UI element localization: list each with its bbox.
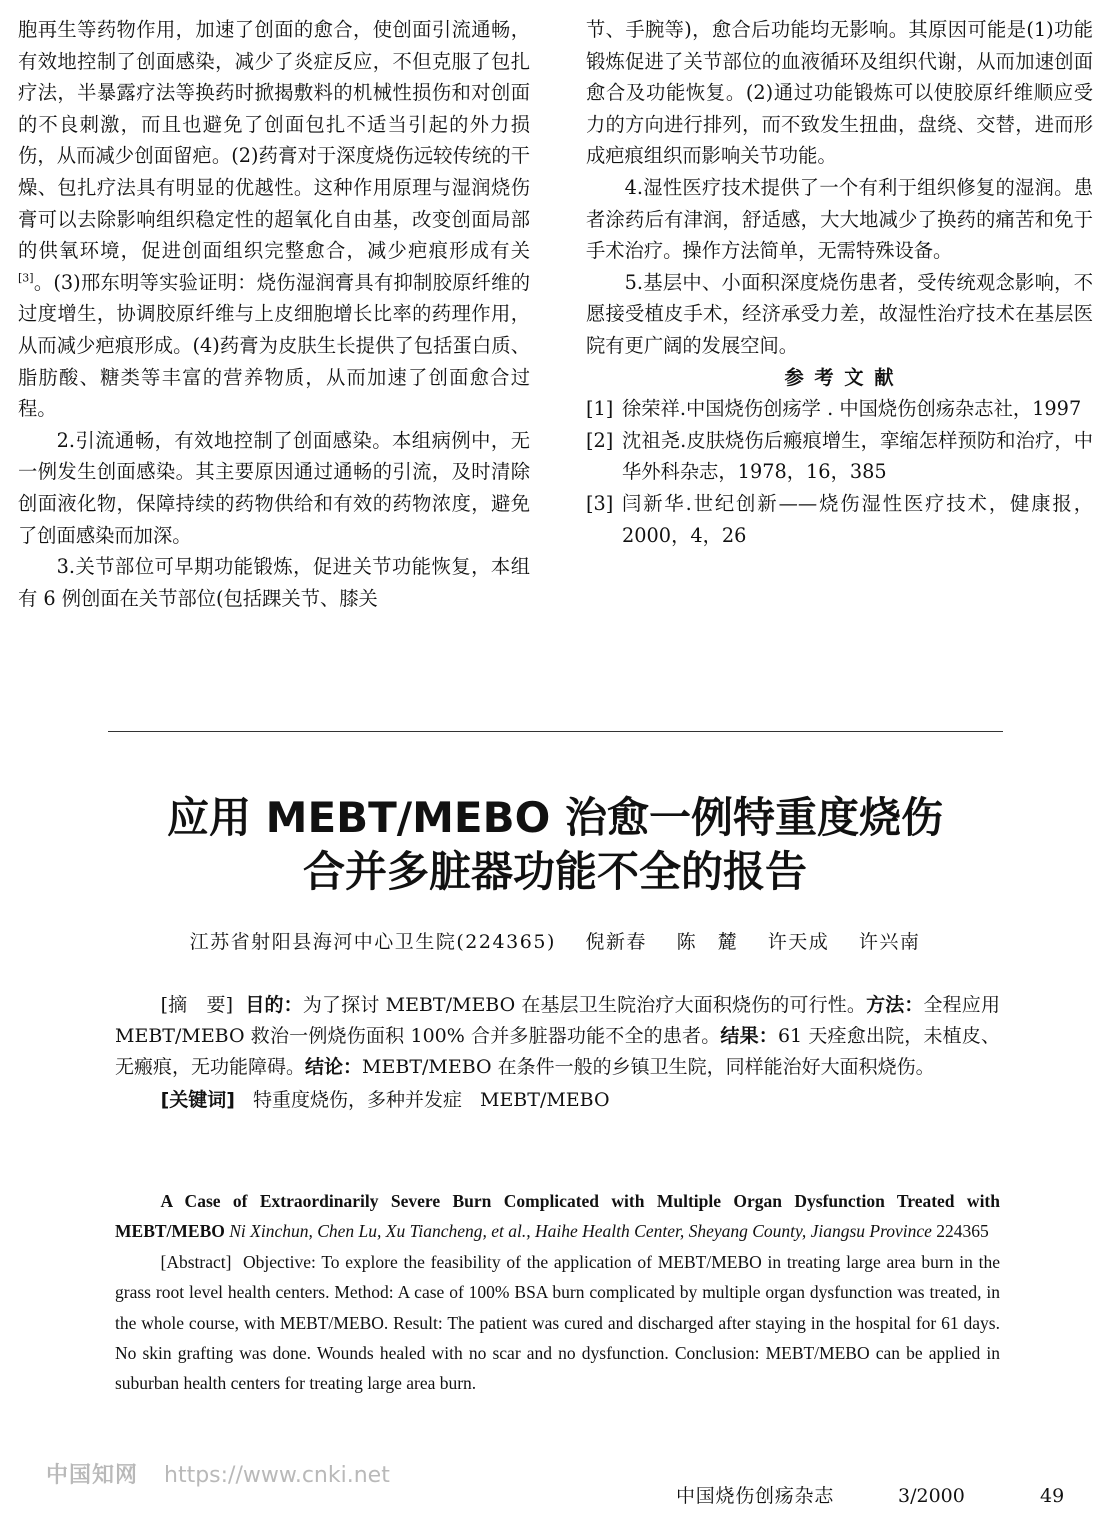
cnki-watermark bbox=[46, 1462, 390, 1490]
right-column bbox=[586, 14, 1093, 551]
author-name: 许天成 bbox=[767, 931, 830, 953]
left-column bbox=[18, 14, 530, 614]
body-paragraph: 3.关节部位可早期功能锻炼，促进关节功能恢复，本组有 6 例创面在关节部位(包括踝关节、膝关 bbox=[18, 555, 530, 610]
keyword: 特重度烧伤，多种并发症 bbox=[252, 1089, 462, 1111]
english-title: A Case of Extraordinarily Severe Burn Complicated with Multiple Organ Dysfunction Treated with MEBT/MEBO bbox=[115, 1191, 1000, 1242]
chinese-abstract bbox=[115, 990, 1000, 1116]
reference-item bbox=[586, 393, 1093, 425]
paragraph-text: 胞再生等药物作用，加速了创面的愈合，使创面引流通畅，有效地控制了创面感染，减少了炎症反应，不但克服了包扎疗法，半暴露疗法等换药时掀揭敷料的机械性损伤和对创面的不良刺激，而且也避免了创面包扎不适当引起的外力损伤，从而减少创面留疤。(2)药膏对于深度烧伤远较传统的干燥、包扎疗法具有明显的优越性。这种作用原理与湿润烧伤膏可以去除影响组织稳定性的超氧化自由基，改变创面局部的供氧环境，促进创面组织完整愈合，减少疤痕形成有关 bbox=[18, 18, 530, 263]
body-paragraph: 节、手腕等)，愈合后功能均无影响。其原因可能是(1)功能锻炼促进了关节部位的血液循环及组织代谢，从而加速创面愈合及功能恢复。(2)通过功能锻炼可以使胶原纤维顺应受力的方向进行排列，而不致发生扭曲，盘绕、交替，进而形成疤痕组织而影响关节功能。 bbox=[586, 18, 1093, 168]
reference-number: [1] bbox=[586, 397, 614, 421]
english-postcode: 224365 bbox=[936, 1221, 989, 1242]
cnki-logo: 中国知网 bbox=[46, 1463, 139, 1488]
body-paragraph: 4.湿性医疗技术提供了一个有利于组织修复的湿润。患者涂药后有津润，舒适感，大大地减少了换药的痛苦和免于手术治疗。操作方法简单，无需特殊设备。 bbox=[586, 175, 1093, 263]
page-number: 49 bbox=[1040, 1485, 1065, 1507]
cnki-url[interactable]: https://www.cnki.net bbox=[164, 1463, 390, 1488]
body-paragraph bbox=[18, 14, 530, 425]
body-paragraph: 5.基层中、小面积深度烧伤患者，受传统观念影响，不愿接受植皮手术，经济承受力差，故湿性治疗技术在基层医院有更广阔的发展空间。 bbox=[586, 270, 1093, 357]
objective-text: 为了探讨 MEBT/MEBO 在基层卫生院治疗大面积烧伤的可行性。 bbox=[302, 994, 867, 1016]
reference-number: [2] bbox=[586, 428, 614, 452]
conclusion-label: 结论： bbox=[305, 1056, 363, 1078]
english-abstract-text: Objective: To explore the feasibility of the application of MEBT/MEBO in treating large area burn in the grass root level health centers. Method: A case of 100% BSA burn complicated by multiple organ dysfunction was treated, in the whole course, with MEBT/MEBO. Result: The patient was cured and discharged after staying in the hospital for 61 days. No skin grafting was done. Wounds healed with no scar and no dysfunction. Conclusion: MEBT/MEBO can be applied in suburban health centers for treating large area burn. bbox=[115, 1251, 1001, 1394]
reference-text: 沈祖尧.皮肤烧伤后瘢痕增生，挛缩怎样预防和治疗，中华外科杂志，1978，16，385 bbox=[622, 428, 1093, 484]
english-abstract bbox=[115, 1186, 1000, 1399]
english-authors: Ni Xinchun, Chen Lu, Xu Tiancheng, et al., Haihe Health Center, Sheyang County, Jiangsu Province bbox=[229, 1221, 932, 1242]
article-title-line-1: 应用 MEBT/MEBO 治愈一例特重度烧伤 bbox=[167, 793, 943, 842]
result-text: 61 天痊愈出院，未植皮、无瘢痕，无功能障碍。 bbox=[115, 1025, 1001, 1078]
reference-item bbox=[586, 488, 1093, 551]
conclusion-text: MEBT/MEBO 在条件一般的乡镇卫生院，同样能治好大面积烧伤。 bbox=[362, 1056, 935, 1078]
method-label: 方法： bbox=[866, 994, 924, 1016]
author-name: 许兴南 bbox=[858, 931, 921, 953]
abstract-label: [摘 要] bbox=[160, 994, 234, 1016]
english-title-line bbox=[115, 1186, 1000, 1247]
body-paragraph: 2.引流通畅，有效地控制了创面感染。本组病例中，无一例发生创面感染。其主要原因通过通畅的引流，及时清除创面液化物，保障持续的药物供给和有效的药物浓度，避免了创面感染而加深。 bbox=[18, 428, 530, 547]
reference-item bbox=[586, 425, 1093, 488]
english-abstract-paragraph bbox=[115, 1247, 1000, 1399]
reference-number: [3] bbox=[586, 491, 614, 515]
objective-label: 目的： bbox=[245, 994, 303, 1016]
references-heading: 参考文献 bbox=[784, 365, 905, 389]
keyword: MEBT/MEBO bbox=[479, 1089, 610, 1111]
footer-journal-name: 中国烧伤创疡杂志 bbox=[676, 1485, 835, 1507]
citation-marker: [3] bbox=[18, 271, 34, 285]
keywords-label: [关键词] bbox=[160, 1089, 235, 1111]
abstract-paragraph bbox=[115, 990, 1000, 1083]
section-divider bbox=[108, 731, 1003, 732]
paragraph-text: 。(3)邢东明等实验证明：烧伤湿润膏具有抑制胶原纤维的过度增生，协调胶原纤维与上皮细胞增长比率的药理作用，从而减少疤痕形成。(4)药膏为皮肤生长提供了包括蛋白质、脂肪酸、糖类等丰富的营养物质，从而加速了创面愈合过程。 bbox=[18, 270, 530, 421]
reference-text: 闫新华.世纪创新——烧伤湿性医疗技术，健康报，2000，4，26 bbox=[622, 491, 1093, 547]
article-title-line-2: 合并多脏器功能不全的报告 bbox=[302, 847, 807, 896]
english-abstract-label: [Abstract] bbox=[160, 1251, 232, 1272]
affiliation: 江苏省射阳县海河中心卫生院(224365) bbox=[189, 931, 556, 953]
footer-issue: 3/2000 bbox=[898, 1485, 965, 1507]
result-label: 结果： bbox=[720, 1025, 778, 1047]
references-list bbox=[586, 393, 1093, 551]
author-name: 陈 麓 bbox=[676, 931, 739, 953]
author-line bbox=[0, 928, 1110, 956]
method-text: 全程应用 MEBT/MEBO 救治一例烧伤面积 100% 合并多脏器功能不全的患者。 bbox=[115, 994, 1000, 1047]
author-name: 倪新春 bbox=[585, 931, 648, 953]
keywords-line bbox=[115, 1085, 1000, 1116]
reference-text: 徐荣祥.中国烧伤创疡学 . 中国烧伤创疡杂志社，1997 bbox=[622, 397, 1082, 421]
